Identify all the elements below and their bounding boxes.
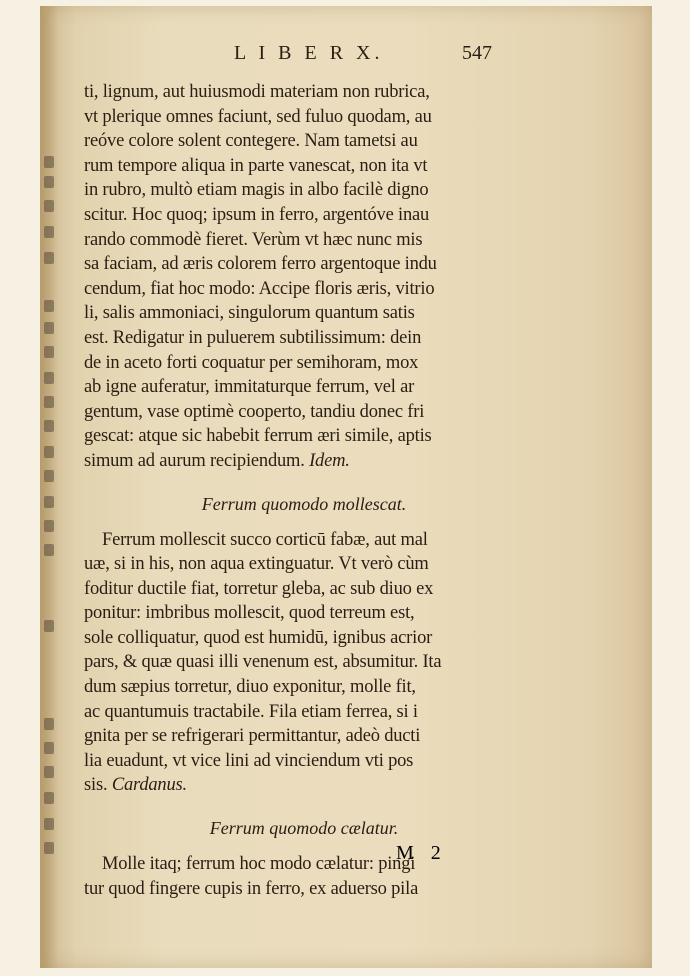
- text-line-last: [84, 773, 524, 798]
- paragraph-3: [84, 852, 524, 901]
- attribution: Cardanus.: [111, 775, 187, 796]
- text-line: sis.: [84, 775, 108, 796]
- text-line: foditur ductile fiat, torretur gleba, ac sub diuo ex: [84, 578, 434, 599]
- text-line: cendum, fiat hoc modo: Accipe floris æris, vitrio: [84, 278, 435, 299]
- text-line: in rubro, multò etiam magis in albo facilè digno: [84, 180, 429, 201]
- text-line: ab igne auferatur, immitaturque ferrum, vel ar: [84, 377, 415, 398]
- text-line: tur quod fingere cupis in ferro, ex aduerso pila: [84, 878, 419, 899]
- section-heading: Ferrum quomodo cælatur.: [209, 818, 399, 839]
- page-number: 547: [462, 42, 492, 64]
- page-header: [84, 40, 524, 80]
- text-line: scitur. Hoc quoq; ipsum in ferro, argentóve inau: [84, 204, 430, 225]
- text-line: de in aceto forti coquatur per semihoram, mox: [84, 352, 419, 373]
- text-line: gnita per se refrigerari permittantur, adeò ducti: [84, 726, 421, 747]
- running-head: L I B E R X.: [234, 42, 384, 64]
- text-line: uæ, si in his, non aqua extinguatur. Vt verò cùm: [84, 554, 429, 575]
- text-line: ac quantumuis tractabile. Fila etiam ferrea, si i: [84, 701, 418, 722]
- text-line: pars, & quæ quasi illi venenum est, absumitur. Ita: [84, 652, 442, 673]
- section-heading: Ferrum quomodo mollescat.: [201, 493, 407, 514]
- paragraph-2: [84, 528, 524, 799]
- text-line: li, salis ammoniaci, singulorum quantum satis: [84, 303, 415, 324]
- text-line: ti, lignum, aut huiusmodi materiam non rubrica,: [84, 82, 430, 102]
- signature-mark: M 2: [396, 842, 447, 864]
- text-line: ponitur: imbribus mollescit, quod terreum est,: [84, 603, 415, 624]
- text-line: sole colliquatur, quod est humidū, ignibus acrior: [84, 627, 433, 648]
- text-line: est. Redigatur in puluerem subtilissimum: dein: [84, 327, 422, 348]
- paragraph-1: [84, 80, 524, 474]
- text-line-last: [84, 449, 524, 474]
- text-line: Ferrum mollescit succo corticū fabæ, aut mal: [102, 529, 428, 550]
- text-line: rum tempore aliqua in parte vanescat, non ita vt: [84, 155, 428, 176]
- text-line: gentum, vase optimè cooperto, tandiu donec fri: [84, 401, 425, 422]
- text-line: reóve colore solent contegere. Nam tametsi au: [84, 131, 418, 152]
- text-line: vt plerique omnes faciunt, sed fuluo quodam, au: [84, 106, 432, 127]
- text-line: lia euadunt, vt vice lini ad vinciendum vti pos: [84, 750, 414, 771]
- text-line: Molle itaq; ferrum hoc modo cælatur: pingi: [102, 854, 416, 875]
- page-text-block: [84, 40, 524, 901]
- text-line: rando commodè fieret. Verùm vt hæc nunc mis: [84, 229, 423, 250]
- text-line: simum ad aurum recipiendum.: [84, 450, 305, 471]
- text-line: sa faciam, ad æris colorem ferro argentoque indu: [84, 254, 437, 275]
- text-line: dum sæpius torretur, diuo exponitur, molle fit,: [84, 677, 416, 698]
- text-line: gescat: atque sic habebit ferrum æri simile, aptis: [84, 426, 432, 447]
- attribution: Idem.: [309, 450, 350, 471]
